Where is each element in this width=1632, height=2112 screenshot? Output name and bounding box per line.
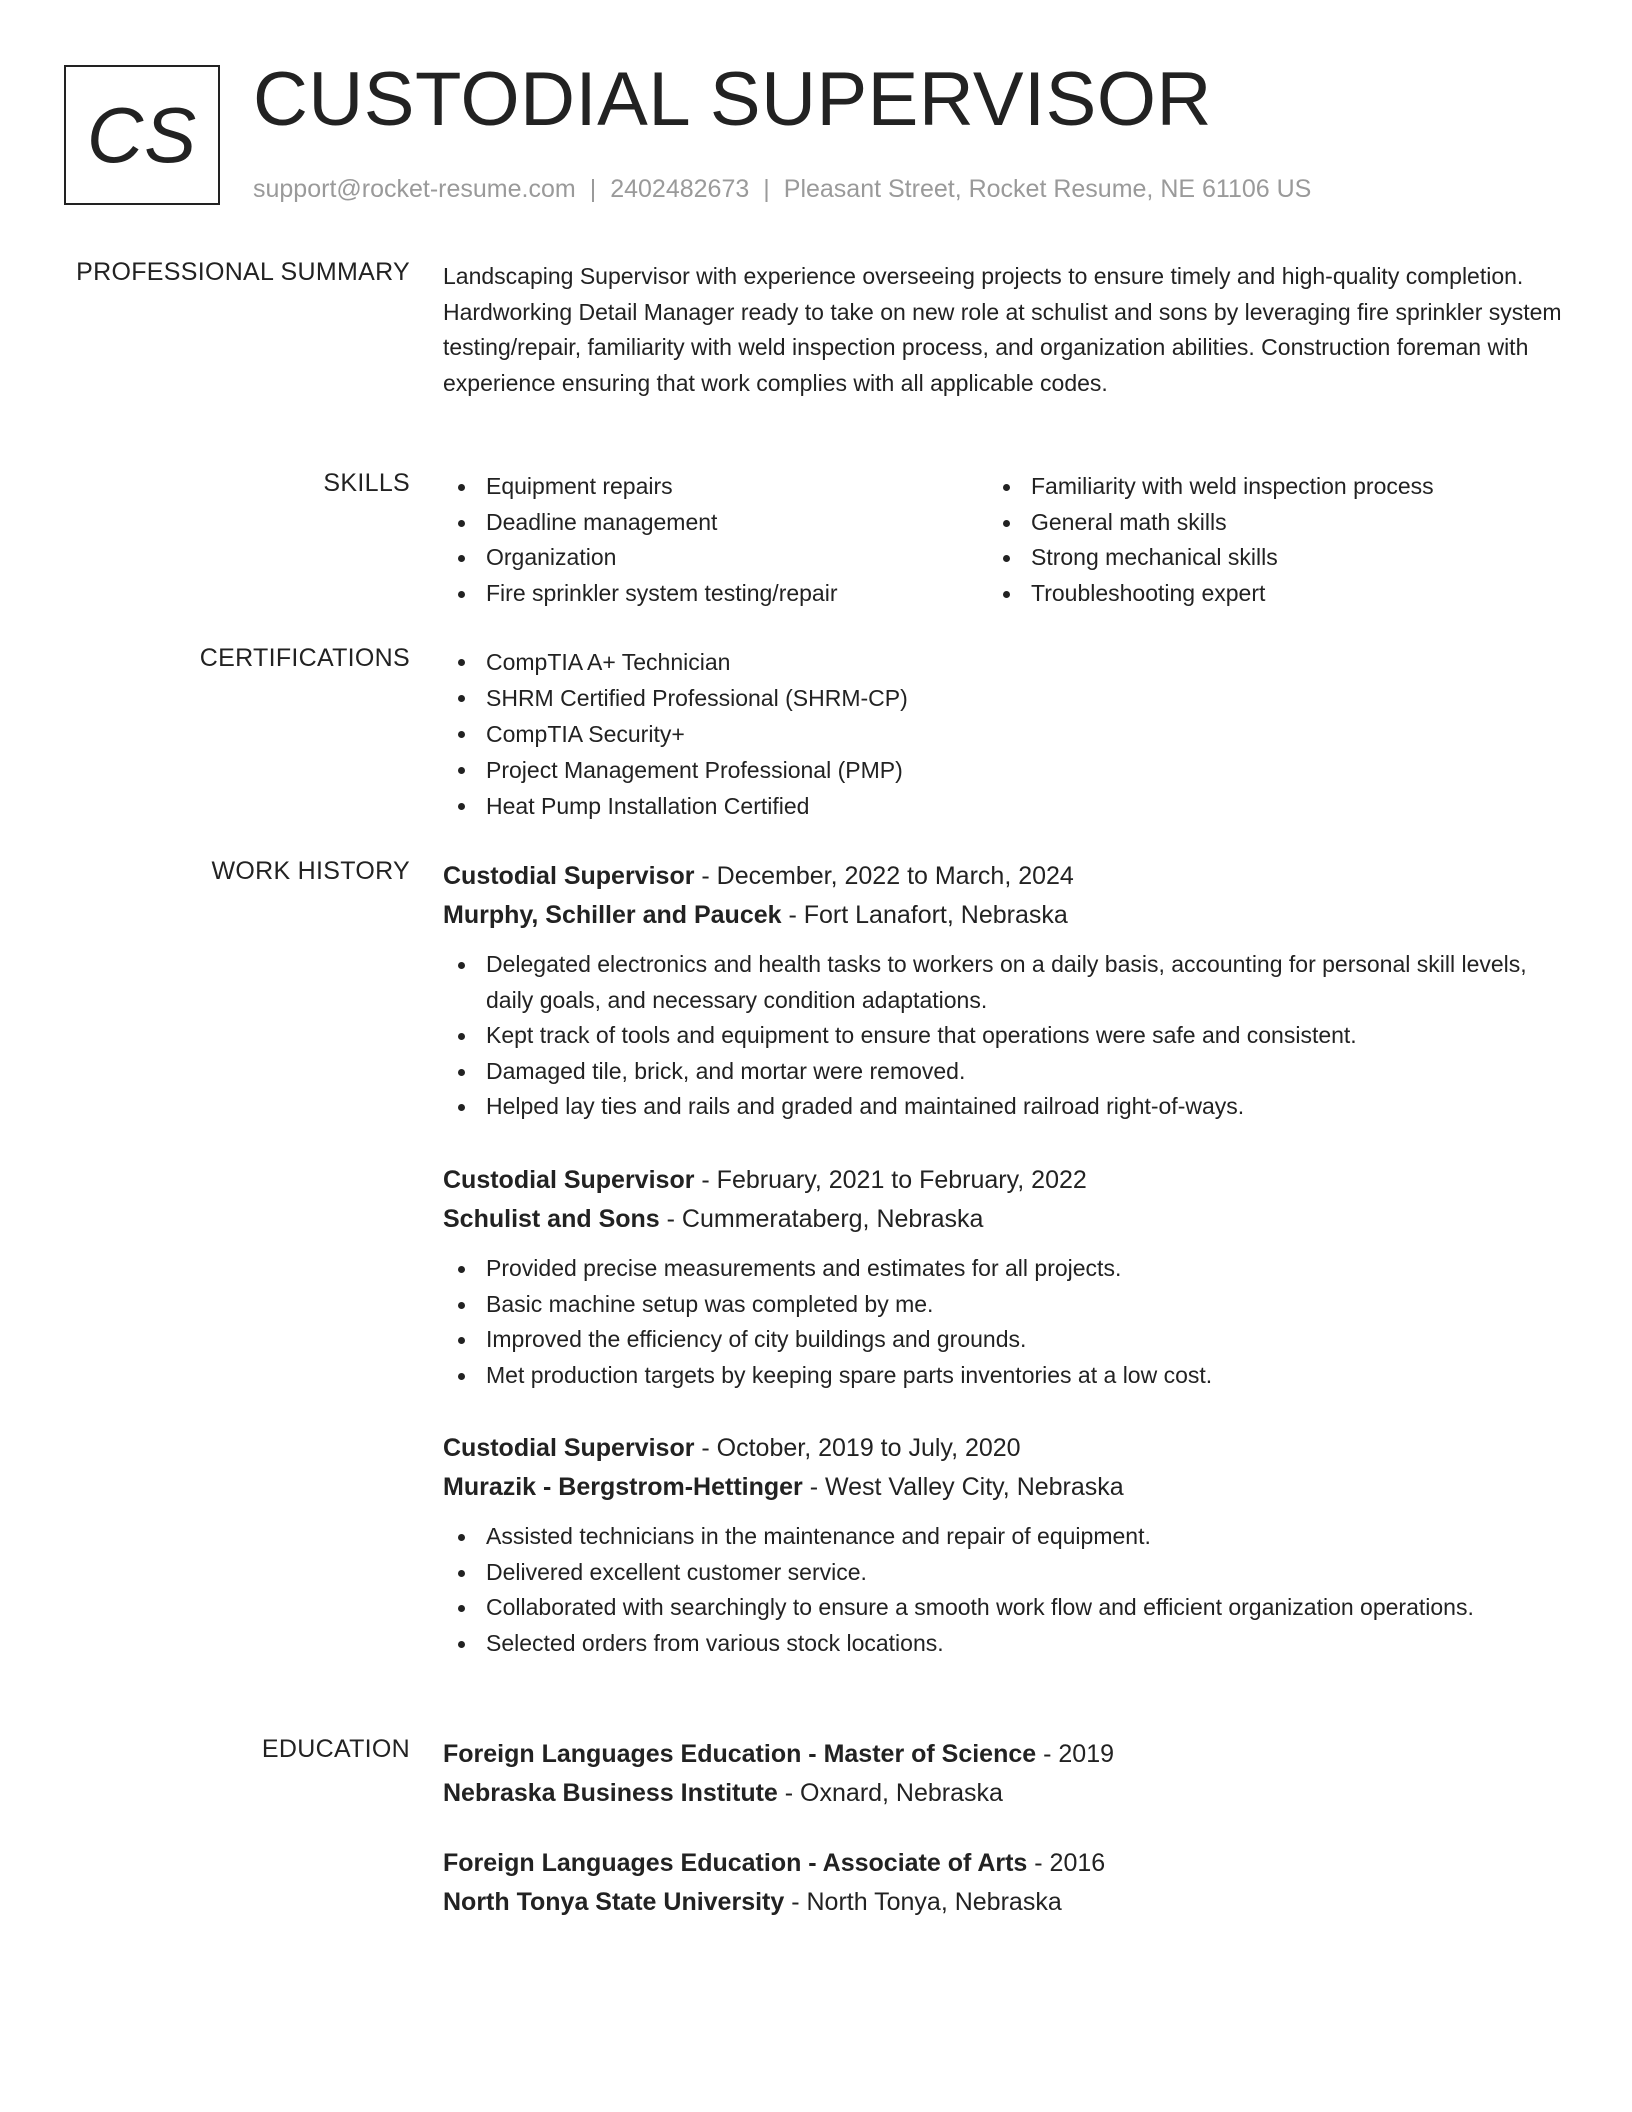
degree-line: [443, 1735, 1563, 1774]
job-bullet: Improved the efficiency of city buildings and grounds.: [443, 1322, 1563, 1358]
section-label: PROFESSIONAL SUMMARY: [76, 258, 410, 286]
certification-item: CompTIA A+ Technician: [443, 644, 1563, 680]
job-dates: - October, 2019 to July, 2020: [694, 1434, 1021, 1462]
job-title: Custodial Supervisor: [443, 1434, 695, 1462]
contact-email[interactable]: support@rocket-resume.com: [253, 175, 576, 203]
education-entry: [443, 1844, 1563, 1922]
job-dates: - December, 2022 to March, 2024: [694, 862, 1074, 890]
section-label: EDUCATION: [261, 1735, 410, 1763]
skill-item: Deadline management: [443, 505, 988, 541]
job-entry: [443, 857, 1563, 1125]
skills-column-1: [443, 469, 988, 611]
job-bullet: Collaborated with searchingly to ensure a smooth work flow and efficient organization operations.: [443, 1590, 1563, 1626]
job-entry: [443, 1429, 1563, 1661]
contact-separator: |: [589, 175, 597, 203]
school-location: - Oxnard, Nebraska: [777, 1779, 1003, 1807]
skill-item: Organization: [443, 540, 988, 576]
job-bullet: Basic machine setup was completed by me.: [443, 1287, 1563, 1323]
job-title-line: [443, 1429, 1563, 1468]
job-bullets: [443, 1519, 1563, 1661]
certification-item: Heat Pump Installation Certified: [443, 788, 1563, 824]
job-company-line: [443, 1200, 1563, 1239]
job-bullets: [443, 947, 1563, 1125]
skills-list: [443, 469, 1563, 611]
degree-line: [443, 1844, 1563, 1883]
job-title: Custodial Supervisor: [443, 1166, 695, 1194]
job-bullet: Assisted technicians in the maintenance and repair of equipment.: [443, 1519, 1563, 1555]
degree-year: - 2016: [1027, 1849, 1106, 1877]
school-line: [443, 1774, 1563, 1813]
skill-item: General math skills: [988, 505, 1533, 541]
degree-name: Foreign Languages Education - Master of Science: [443, 1740, 1037, 1768]
job-bullet: Kept track of tools and equipment to ensure that operations were safe and consistent.: [443, 1018, 1563, 1054]
job-bullet: Provided precise measurements and estimates for all projects.: [443, 1251, 1563, 1287]
job-company-line: [443, 896, 1563, 935]
job-company: Murphy, Schiller and Paucek: [443, 901, 782, 929]
job-bullet: Delivered excellent customer service.: [443, 1555, 1563, 1591]
skill-item: Familiarity with weld inspection process: [988, 469, 1533, 505]
skill-item: Troubleshooting expert: [988, 576, 1533, 612]
page-title: CUSTODIAL SUPERVISOR: [253, 57, 1212, 142]
job-bullet: Helped lay ties and rails and graded and maintained railroad right-of-ways.: [443, 1089, 1563, 1125]
job-entry: [443, 1161, 1563, 1393]
certifications-list: [443, 644, 1563, 824]
degree-year: - 2019: [1036, 1740, 1115, 1768]
certification-item: Project Management Professional (PMP): [443, 752, 1563, 788]
degree-name: Foreign Languages Education - Associate of Arts: [443, 1849, 1028, 1877]
section-label: WORK HISTORY: [211, 857, 410, 885]
job-company-line: [443, 1468, 1563, 1507]
job-location: - West Valley City, Nebraska: [802, 1473, 1124, 1501]
contact-separator: |: [763, 175, 770, 203]
education-entry: [443, 1735, 1563, 1813]
section-label: CERTIFICATIONS: [199, 644, 410, 672]
job-bullet: Delegated electronics and health tasks to workers on a daily basis, accounting for personal skill levels, daily goals, and necessary condition adaptations.: [443, 947, 1563, 1018]
school-name: North Tonya State University: [443, 1888, 785, 1916]
skills-column-2: [988, 469, 1533, 611]
job-location: - Fort Lanafort, Nebraska: [781, 901, 1068, 929]
job-company: Schulist and Sons: [443, 1205, 660, 1233]
job-bullet: Selected orders from various stock locations.: [443, 1626, 1563, 1662]
job-bullets: [443, 1251, 1563, 1393]
certification-item: SHRM Certified Professional (SHRM-CP): [443, 680, 1563, 716]
job-location: - Cummerataberg, Nebraska: [659, 1205, 984, 1233]
contact-address: Pleasant Street, Rocket Resume, NE 61106 US: [783, 175, 1312, 203]
certification-item: CompTIA Security+: [443, 716, 1563, 752]
contact-phone[interactable]: 2402482673: [610, 175, 750, 203]
job-title-line: [443, 857, 1563, 896]
job-title-line: [443, 1161, 1563, 1200]
school-name: Nebraska Business Institute: [443, 1779, 778, 1807]
contact-line: [253, 175, 1311, 204]
monogram-logo: CS: [64, 65, 220, 205]
skill-item: Strong mechanical skills: [988, 540, 1533, 576]
job-company: Murazik - Bergstrom-Hettinger: [443, 1473, 803, 1501]
school-location: - North Tonya, Nebraska: [784, 1888, 1062, 1916]
summary-text: Landscaping Supervisor with experience overseeing projects to ensure timely and high-quality completion. Hardworking Detail Manager ready to take on new role at schulist and sons by leveraging fire sprinkler system testing/repair, familiarity with weld inspection process, and organization abilities. Construction foreman with experience ensuring that work complies with all applicable codes.: [443, 263, 1562, 396]
job-title: Custodial Supervisor: [443, 862, 695, 890]
skill-item: Fire sprinkler system testing/repair: [443, 576, 988, 612]
job-dates: - February, 2021 to February, 2022: [694, 1166, 1087, 1194]
job-bullet: Met production targets by keeping spare parts inventories at a low cost.: [443, 1358, 1563, 1394]
school-line: [443, 1883, 1563, 1922]
section-label: SKILLS: [323, 469, 410, 497]
job-bullet: Damaged tile, brick, and mortar were removed.: [443, 1054, 1563, 1090]
skill-item: Equipment repairs: [443, 469, 988, 505]
